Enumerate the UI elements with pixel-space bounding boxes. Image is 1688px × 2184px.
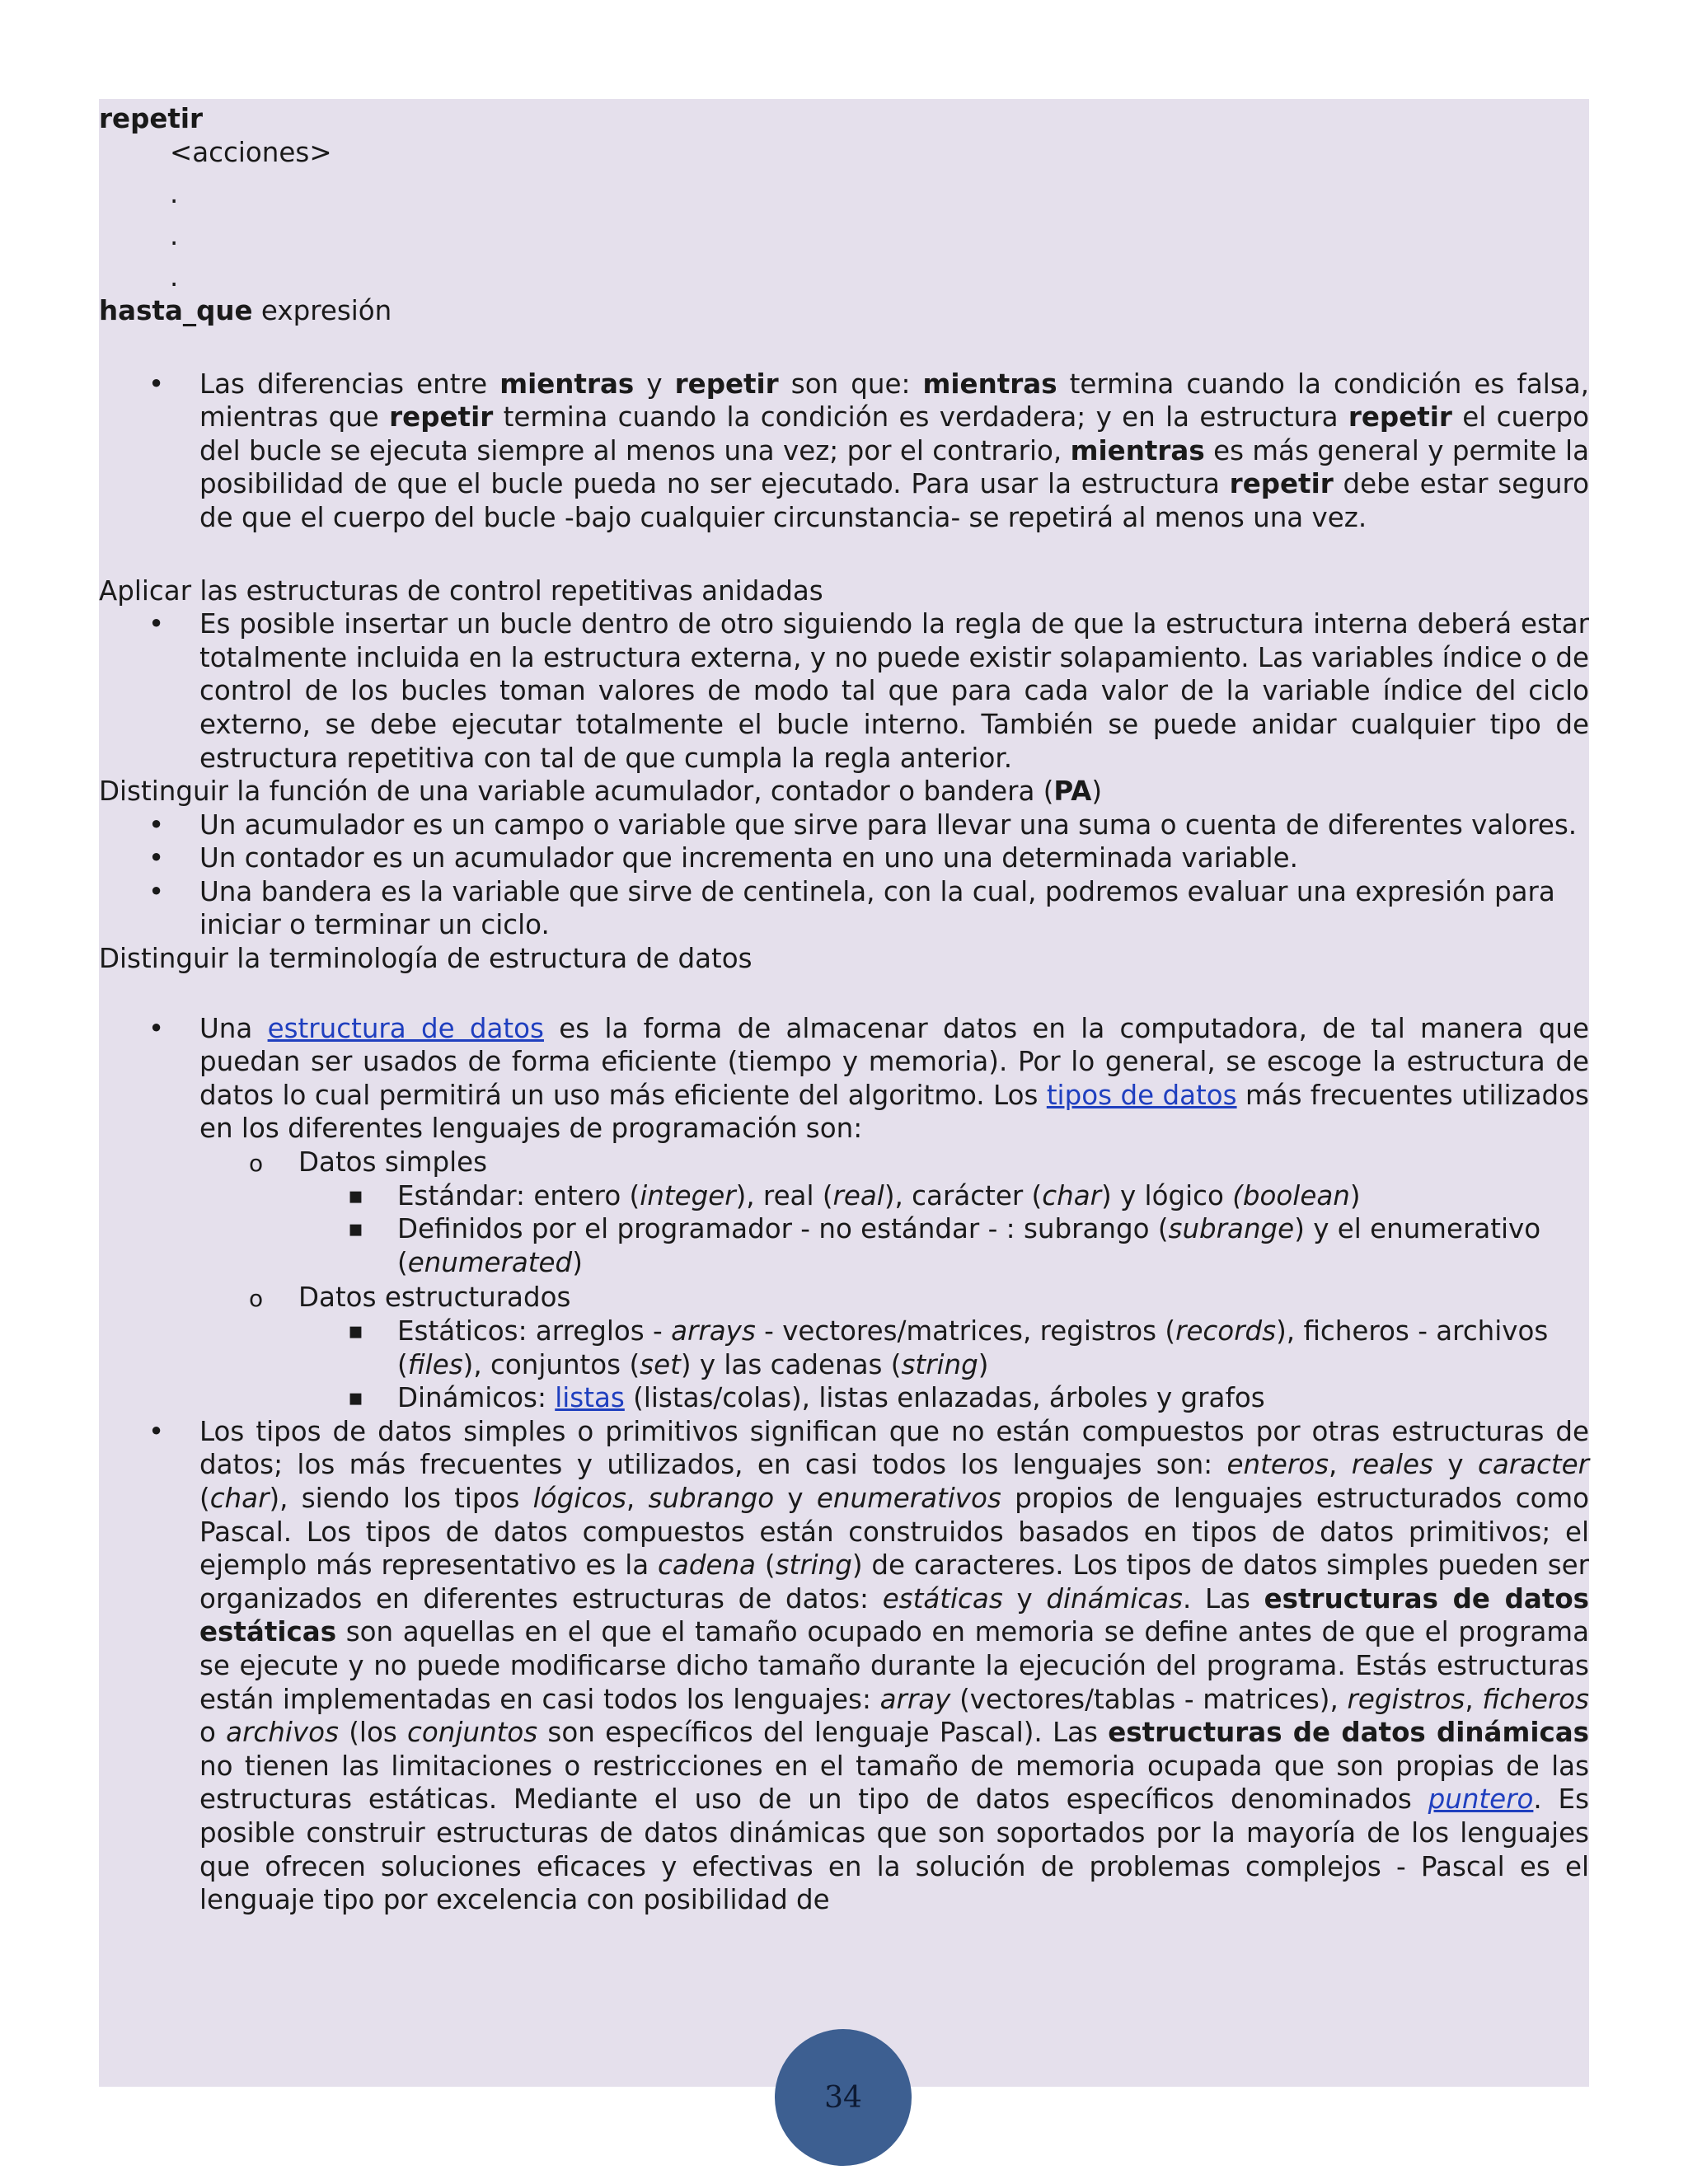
list-item: • Una estructura de datos es la forma de almacenar datos en la computadora, de tal manera que puedan ser usados de forma eficiente (tiempo y memoria). Por lo general, se escoge la estructura de datos lo cual permitirá un uso más eficiente del algoritmo. Los tipos de datos más frecuentes utilizados en los diferentes lenguajes de programación son: o Datos simples ▪ Estándar: entero (integer), real (real), carácter (char) y lógico (boolean) ▪ Definidos por el programador - no estándar - : subrango (subrange) y el enumerativo (enumerated) o Datos estructurados ▪ Estáticos: arreglos - arrays - vectores/matrices, registros (records), ficheros - archivos (files), conjuntos (set) y las cadenas (string) ▪ Dinámicos: listas (listas/colas), listas enlazadas, árboles y grafos: [99, 1012, 1589, 1415]
section-heading: Aplicar las estructuras de control repetitivas anidadas: [99, 574, 823, 607]
link-puntero[interactable]: puntero: [1428, 1783, 1534, 1816]
link-tipos-de-datos[interactable]: tipos de datos: [1046, 1079, 1237, 1111]
document-body: [99, 102, 1589, 1917]
pseudo-repetir: repetir: [99, 103, 204, 134]
list-item: • Las diferencias entre mientras y repetir son que: mientras termina cuando la condición es falsa, mientras que repetir termina cuando la condición es verdadera; y en la estructura repetir el cuerpo del bucle se ejecuta siempre al menos una vez; por el contrario, mientras es más general y permite la posibilidad de que el bucle pueda no ser ejecutado. Para usar la estructura repetir debe estar seguro de que el cuerpo del bucle -bajo cualquier circunstancia- se repetirá al menos una vez.: [99, 368, 1589, 535]
types-sublist: [99, 1146, 1589, 1415]
pseudo-hasta-que: hasta_que expresión: [99, 294, 392, 326]
nested-loops-list: [99, 607, 1589, 775]
list-item: ▪ Estáticos: arreglos - arrays - vectores/matrices, registros (records), ficheros - archivos (files), conjuntos (set) y las cadenas (string): [298, 1315, 1589, 1381]
list-item: • Una bandera es la variable que sirve de centinela, con la cual, podremos evaluar una expresión para iniciar o terminar un ciclo.: [99, 875, 1589, 942]
simple-types-list: [298, 1179, 1589, 1280]
structured-types-list: [298, 1315, 1589, 1415]
page-number-badge: [775, 2029, 912, 2166]
link-listas[interactable]: listas: [555, 1382, 625, 1414]
pseudo-dot: .: [170, 261, 179, 293]
list-item: ▪ Dinámicos: listas (listas/colas), listas enlazadas, árboles y grafos: [298, 1381, 1589, 1415]
pseudo-acciones: <acciones>: [170, 136, 332, 168]
pseudo-dot: .: [170, 178, 179, 210]
list-item: ▪ Estándar: entero (integer), real (real), carácter (char) y lógico (boolean): [298, 1179, 1589, 1213]
list-item: • Un acumulador es un campo o variable que sirve para llevar una suma o cuenta de diferentes valores.: [99, 808, 1589, 842]
pseudo-dot: .: [170, 219, 179, 251]
link-estructura-de-datos[interactable]: estructura de datos: [267, 1012, 544, 1044]
section-heading: Distinguir la terminología de estructura de datos: [99, 943, 753, 975]
section-heading: Distinguir la función de una variable acumulador, contador o bandera (PA): [99, 776, 1103, 808]
variables-list: [99, 808, 1589, 942]
sublist-item-estructurados: o Datos estructurados ▪ Estáticos: arreglos - arrays - vectores/matrices, registros (records), ficheros - archivos (files), conjuntos (set) y las cadenas (string) ▪ Dinámicos: listas (listas/colas), listas enlazadas, árboles y grafos: [199, 1281, 1589, 1414]
sublist-item-simples: o Datos simples ▪ Estándar: entero (integer), real (real), carácter (char) y lógico (boolean) ▪ Definidos por el programador - no estándar - : subrango (subrange) y el enumerativo (enumerated): [199, 1146, 1589, 1279]
data-structures-list: [99, 1012, 1589, 1917]
list-item: ▪ Definidos por el programador - no estándar - : subrango (subrange) y el enumerativo (enumerated): [298, 1212, 1589, 1279]
list-item: • Los tipos de datos simples o primitivos significan que no están compuestos por otras estructuras de datos; los más frecuentes y utilizados, en casi todos los lenguajes son: enteros, reales y caracter (char), siendo los tipos lógicos, subrango y enumerativos propios de lenguajes estructurados como Pascal. Los tipos de datos compuestos están construidos basados en tipos de datos primitivos; el ejemplo más representativo es la cadena (string) de caracteres. Los tipos de datos simples pueden ser organizados en diferentes estructuras de datos: estáticas y dinámicas. Las estructuras de datos estáticas son aquellas en el que el tamaño ocupado en memoria se define antes de que el programa se ejecute y no puede modificarse dicho tamaño durante la ejecución del programa. Estás estructuras están implementadas en casi todos los lenguajes: array (vectores/tablas - matrices), registros, ficheros o archivos (los conjuntos son específicos del lenguaje Pascal). Las estructuras de datos dinámicas no tienen las limitaciones o restricciones en el tamaño de memoria ocupada que son propias de las estructuras estáticas. Mediante el uso de un tipo de datos específicos denominados puntero. Es posible construir estructuras de datos dinámicas que son soportados por la mayoría de los lenguajes que ofrecen soluciones eficaces y efectivas en la solución de problemas complejos - Pascal es el lenguaje tipo por excelencia con posibilidad de: [99, 1415, 1589, 1917]
diff-list: [99, 368, 1589, 535]
list-item: • Un contador es un acumulador que incrementa en uno una determinada variable.: [99, 841, 1589, 875]
page-number: 34: [824, 2080, 862, 2115]
list-item: • Es posible insertar un bucle dentro de otro siguiendo la regla de que la estructura interna deberá estar totalmente incluida en la estructura externa, y no puede existir solapamiento. Las variables índice o de control de los bucles toman valores de modo tal que para cada valor de la variable índice del ciclo externo, se debe ejecutar totalmente el bucle interno. También se puede anidar cualquier tipo de estructura repetitiva con tal de que cumpla la regla anterior.: [99, 607, 1589, 775]
